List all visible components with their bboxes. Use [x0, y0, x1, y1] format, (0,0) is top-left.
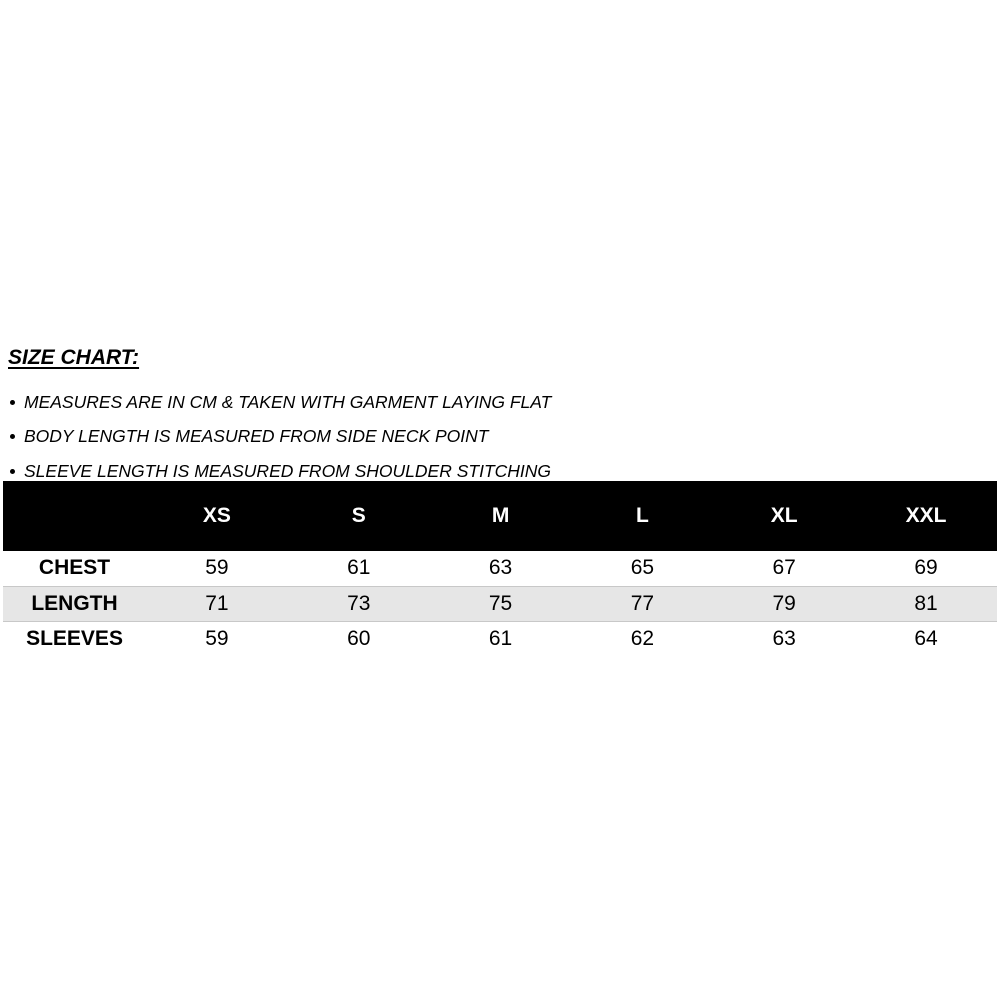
- table-cell: 62: [630, 626, 655, 650]
- table-row-chest: [3, 551, 997, 586]
- table-cell: 64: [914, 626, 938, 650]
- table-cell: 75: [430, 586, 572, 621]
- table-cell: 61: [347, 556, 371, 580]
- size-chart-heading: SIZE CHART:: [8, 346, 140, 369]
- header-corner: [3, 481, 146, 551]
- size-header: S: [351, 504, 366, 527]
- size-header-row: [3, 481, 997, 551]
- table-row-sleeves: [3, 621, 997, 656]
- table-cell: 79: [713, 586, 855, 621]
- note-text: BODY LENGTH IS MEASURED FROM SIDE NECK POINT: [24, 426, 489, 447]
- note-text: MEASURES ARE IN CM & TAKEN WITH GARMENT LAYING FLAT: [24, 391, 552, 412]
- table-cell: 73: [288, 586, 430, 621]
- table-cell: 71: [146, 586, 288, 621]
- row-label: SLEEVES: [26, 626, 123, 650]
- note-item: [8, 385, 551, 420]
- note-text: SLEEVE LENGTH IS MEASURED FROM SHOULDER STITCHING: [24, 460, 552, 481]
- bullet-icon: [10, 400, 15, 405]
- size-header: M: [491, 504, 510, 527]
- table-cell: 59: [205, 556, 229, 580]
- table-cell: 63: [488, 556, 513, 580]
- table-cell: 65: [630, 556, 655, 580]
- table-cell: 59: [205, 626, 229, 650]
- bullet-icon: [10, 469, 15, 474]
- size-header: XL: [770, 504, 798, 527]
- bullet-icon: [10, 434, 15, 439]
- table-row-length: [3, 586, 997, 621]
- table-cell: 69: [914, 556, 938, 580]
- table-cell: 81: [855, 586, 997, 621]
- size-header: XXL: [905, 504, 947, 527]
- size-header: XS: [202, 504, 231, 527]
- size-header: L: [635, 504, 649, 527]
- measurement-notes: [8, 385, 551, 489]
- row-label: CHEST: [38, 556, 111, 580]
- row-label: LENGTH: [3, 586, 146, 621]
- table-cell: 67: [772, 556, 796, 580]
- note-item: [8, 420, 551, 455]
- table-cell: 63: [772, 626, 796, 650]
- table-cell: 77: [571, 586, 713, 621]
- table-cell: 60: [347, 626, 371, 650]
- size-table: [3, 481, 997, 656]
- table-cell: 61: [488, 626, 513, 650]
